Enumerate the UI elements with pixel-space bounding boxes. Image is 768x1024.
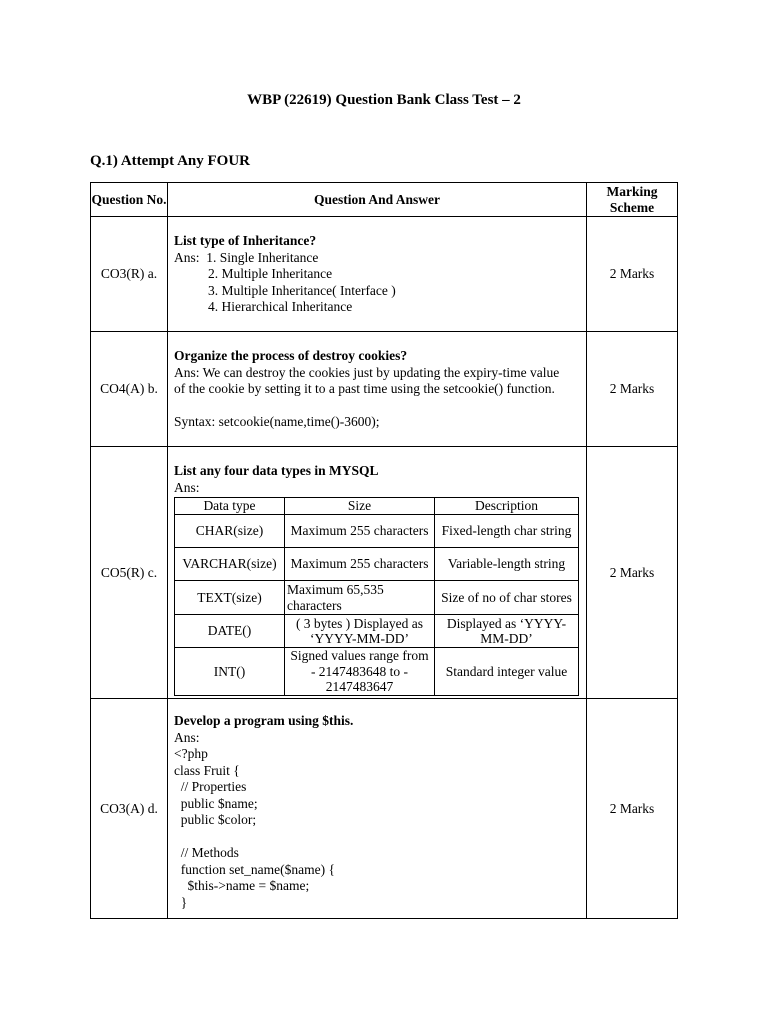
datatype-description: Size of no of char stores <box>435 581 579 615</box>
code-line: // Properties <box>174 779 247 794</box>
answer-line: 3. Multiple Inheritance( Interface ) <box>208 282 396 298</box>
answer-line: Ans: 1. Single Inheritance <box>174 249 319 265</box>
datatype-header: Size <box>285 498 435 515</box>
code-spacer <box>174 829 580 846</box>
header-question-answer: Question And Answer <box>168 183 587 217</box>
header-question-no: Question No. <box>91 183 168 217</box>
code-line: } <box>174 894 188 910</box>
section-heading: Q.1) Attempt Any FOUR <box>90 153 250 169</box>
answer-label: Ans: <box>174 479 200 495</box>
datatype-description: Variable-length string <box>435 548 579 581</box>
code-line: // Methods <box>174 845 239 860</box>
datatype-description: Fixed-length char string <box>435 515 579 548</box>
table-row <box>91 332 678 447</box>
marks: 2 Marks <box>587 447 678 699</box>
datatype-table <box>174 497 579 696</box>
question-number: CO5(R) c. <box>91 447 168 699</box>
datatype-header: Data type <box>175 498 285 515</box>
question-answer-cell <box>168 332 587 447</box>
datatype-name: TEXT(size) <box>175 581 285 615</box>
datatype-size: Signed values range from - 2147483648 to - 2147483647 <box>285 648 435 696</box>
code-line: $this->name = $name; <box>174 878 310 893</box>
datatype-name: DATE() <box>175 615 285 648</box>
datatype-row <box>175 648 579 696</box>
table-row <box>91 217 678 332</box>
table-header-row <box>91 183 678 217</box>
question-answer-cell <box>168 217 587 332</box>
datatype-size: Maximum 255 characters <box>285 515 435 548</box>
datatype-row <box>175 581 579 615</box>
question-table <box>90 182 678 919</box>
question-number: CO3(A) d. <box>91 699 168 919</box>
answer-line: Syntax: setcookie(name,time()-3600); <box>174 414 380 429</box>
datatype-size: ( 3 bytes ) Displayed as ‘YYYY-MM-DD’ <box>285 615 435 648</box>
code-line: function set_name($name) { <box>174 861 335 877</box>
question-answer-cell <box>168 447 587 699</box>
answer-line: 4. Hierarchical Inheritance <box>208 299 353 314</box>
answer-line: Ans: We can destroy the cookies just by updating the expiry-time value <box>174 364 560 380</box>
answer-line: 2. Multiple Inheritance <box>208 266 333 281</box>
code-line: class Fruit { <box>174 762 240 778</box>
answer-line: of the cookie by setting it to a past time using the setcookie() function. <box>174 381 555 396</box>
datatype-header-row <box>175 498 579 515</box>
question-text: List type of Inheritance? <box>174 233 317 248</box>
marks: 2 Marks <box>587 699 678 919</box>
datatype-name: INT() <box>175 648 285 696</box>
datatype-size: Maximum 255 characters <box>285 548 435 581</box>
code-line: public $color; <box>174 812 257 827</box>
datatype-name: CHAR(size) <box>175 515 285 548</box>
code-line: Ans: <box>174 729 200 745</box>
question-text: Organize the process of destroy cookies? <box>174 348 408 363</box>
marks: 2 Marks <box>587 217 678 332</box>
datatype-row <box>175 615 579 648</box>
code-line: public $name; <box>174 795 258 811</box>
datatype-row <box>175 548 579 581</box>
question-text: Develop a program using $this. <box>174 713 354 728</box>
marks: 2 Marks <box>587 332 678 447</box>
datatype-description: Standard integer value <box>435 648 579 696</box>
question-text: List any four data types in MYSQL <box>174 463 379 478</box>
header-marking-scheme: Marking Scheme <box>587 183 678 217</box>
datatype-row <box>175 515 579 548</box>
table-row <box>91 447 678 699</box>
question-number: CO4(A) b. <box>91 332 168 447</box>
page-title: WBP (22619) Question Bank Class Test – 2 <box>247 92 521 108</box>
code-line: <?php <box>174 746 208 761</box>
table-row <box>91 699 678 919</box>
datatype-description: Displayed as ‘YYYY-MM-DD’ <box>435 615 579 648</box>
question-number: CO3(R) a. <box>91 217 168 332</box>
answer-spacer <box>174 398 580 415</box>
datatype-header: Description <box>435 498 579 515</box>
question-answer-cell <box>168 699 587 919</box>
datatype-size: Maximum 65,535 characters <box>285 581 435 615</box>
datatype-name: VARCHAR(size) <box>175 548 285 581</box>
